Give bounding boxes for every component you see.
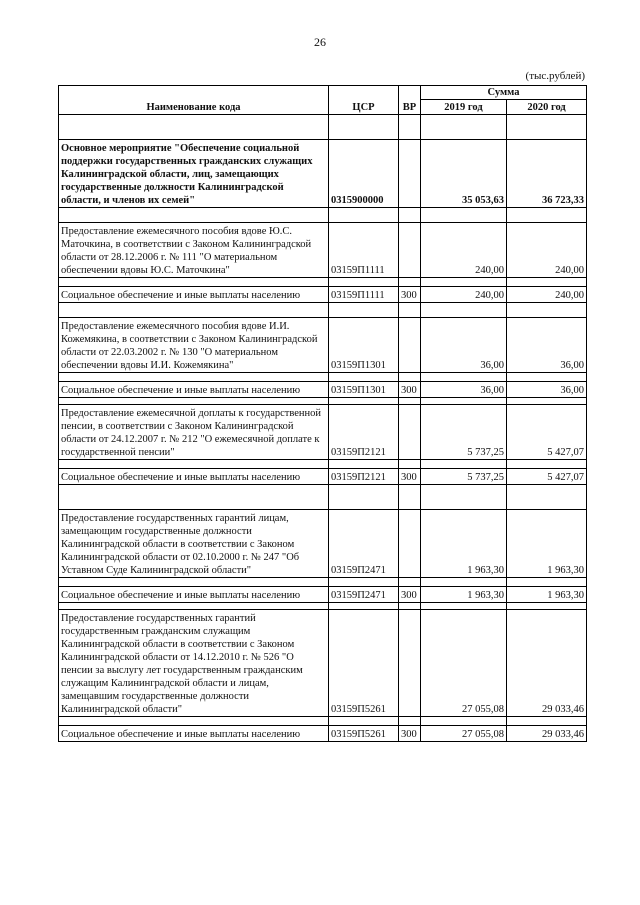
- row-name: Предоставление ежемесячного пособия вдове Ю.С. Маточкина, в соответствии с Законом Калининградской области от 28.12.2006 г. № 111 "О материальном обеспечении вдовы Ю.С. Маточкина": [59, 223, 329, 278]
- row-csr: 03159П1111: [329, 287, 399, 303]
- row-spacer: [59, 460, 587, 469]
- row-2020: 36 723,33: [507, 140, 587, 208]
- table-row: [59, 287, 587, 303]
- row-csr: 03159П5261: [329, 610, 399, 717]
- row-vr: 300: [399, 382, 421, 398]
- row-name: Социальное обеспечение и иные выплаты населению: [59, 382, 329, 398]
- row-2019: 1 963,30: [421, 510, 507, 578]
- header-name: Наименование кода: [59, 86, 329, 115]
- row-vr: 300: [399, 469, 421, 485]
- row-2020: 36,00: [507, 382, 587, 398]
- row-spacer: [59, 278, 587, 287]
- row-2019: 27 055,08: [421, 610, 507, 717]
- row-2019: 27 055,08: [421, 726, 507, 742]
- row-spacer: [59, 485, 587, 510]
- row-name: Предоставление государственных гарантий лицам, замещающим государственные должности Калининградской области в соответствии с Законом Калининградской области от 02.10.2000 г. № 247 "Об Уставном Суде Калининградской области": [59, 510, 329, 578]
- row-vr: [399, 510, 421, 578]
- row-2020: 240,00: [507, 287, 587, 303]
- row-spacer: [59, 603, 587, 610]
- row-vr: [399, 405, 421, 460]
- row-csr: 03159П2471: [329, 587, 399, 603]
- row-spacer: [59, 578, 587, 587]
- row-spacer: [59, 208, 587, 223]
- table-row: [59, 223, 587, 278]
- row-2020: 5 427,07: [507, 405, 587, 460]
- row-vr: [399, 223, 421, 278]
- row-2019: 1 963,30: [421, 587, 507, 603]
- row-csr: 03159П1111: [329, 223, 399, 278]
- table-row: [59, 510, 587, 578]
- table-header-row-top: [59, 86, 587, 100]
- row-name: Основное мероприятие "Обеспечение социальной поддержки государственных гражданских служащих Калининградской области, лиц, замещающих государственные должности Калининградской области, и членов их семей": [59, 140, 329, 208]
- row-vr: [399, 610, 421, 717]
- row-2020: 1 963,30: [507, 587, 587, 603]
- row-2020: 36,00: [507, 318, 587, 373]
- table-row: [59, 469, 587, 485]
- row-2019: 240,00: [421, 287, 507, 303]
- header-2020: 2020 год: [507, 100, 587, 115]
- row-name: Предоставление ежемесячного пособия вдове И.И. Кожемякина, в соответствии с Законом Калининградской области от 22.03.2002 г. № 130 "О материальном обеспечении вдовы И.И. Кожемякина": [59, 318, 329, 373]
- row-spacer: [59, 717, 587, 726]
- row-name: Социальное обеспечение и иные выплаты населению: [59, 726, 329, 742]
- page-number: 26: [314, 35, 326, 49]
- table-row: [59, 382, 587, 398]
- row-vr: [399, 140, 421, 208]
- table-row: [59, 318, 587, 373]
- row-spacer: [59, 115, 587, 140]
- row-2019: 240,00: [421, 223, 507, 278]
- row-name: Предоставление ежемесячной доплаты к государственной пенсии, в соответствии с Законом Калининградской области от 24.12.2007 г. № 212 "О ежемесячной доплате к государственной пенсии": [59, 405, 329, 460]
- row-name: Социальное обеспечение и иные выплаты населению: [59, 587, 329, 603]
- row-csr: 03159П2121: [329, 469, 399, 485]
- row-csr: 03159П1301: [329, 318, 399, 373]
- budget-table: [58, 85, 587, 742]
- row-vr: 300: [399, 587, 421, 603]
- table-row: [59, 405, 587, 460]
- row-vr: 300: [399, 726, 421, 742]
- row-csr: 0315900000: [329, 140, 399, 208]
- header-csr: ЦСР: [329, 86, 399, 115]
- row-2019: 36,00: [421, 318, 507, 373]
- row-2019: 5 737,25: [421, 405, 507, 460]
- table-row: [59, 610, 587, 717]
- row-2020: 29 033,46: [507, 610, 587, 717]
- header-vr: ВР: [399, 86, 421, 115]
- row-spacer: [59, 398, 587, 405]
- table-body: [59, 115, 587, 742]
- table-row: [59, 140, 587, 208]
- row-name: Предоставление государственных гарантий государственным гражданским служащим Калининградской области в соответствии с Законом Калининградской области от 14.12.2010 г. № 526 "О пенсии за выслугу лет государственным гражданским служащим Калининградской области и лицам, замещавшим государственные должности Калининградской области": [59, 610, 329, 717]
- row-vr: [399, 318, 421, 373]
- row-2019: 36,00: [421, 382, 507, 398]
- row-2019: 5 737,25: [421, 469, 507, 485]
- row-csr: 03159П2471: [329, 510, 399, 578]
- table-row: [59, 726, 587, 742]
- row-2020: 5 427,07: [507, 469, 587, 485]
- row-spacer: [59, 303, 587, 318]
- row-vr: 300: [399, 287, 421, 303]
- row-spacer: [59, 373, 587, 382]
- row-name: Социальное обеспечение и иные выплаты населению: [59, 469, 329, 485]
- table-row: [59, 587, 587, 603]
- row-2020: 29 033,46: [507, 726, 587, 742]
- row-2020: 240,00: [507, 223, 587, 278]
- header-2019: 2019 год: [421, 100, 507, 115]
- header-sum: Сумма: [421, 86, 587, 100]
- row-2020: 1 963,30: [507, 510, 587, 578]
- units-label: (тыс.рублей): [525, 70, 585, 82]
- row-csr: 03159П1301: [329, 382, 399, 398]
- row-csr: 03159П5261: [329, 726, 399, 742]
- row-csr: 03159П2121: [329, 405, 399, 460]
- row-2019: 35 053,63: [421, 140, 507, 208]
- row-name: Социальное обеспечение и иные выплаты населению: [59, 287, 329, 303]
